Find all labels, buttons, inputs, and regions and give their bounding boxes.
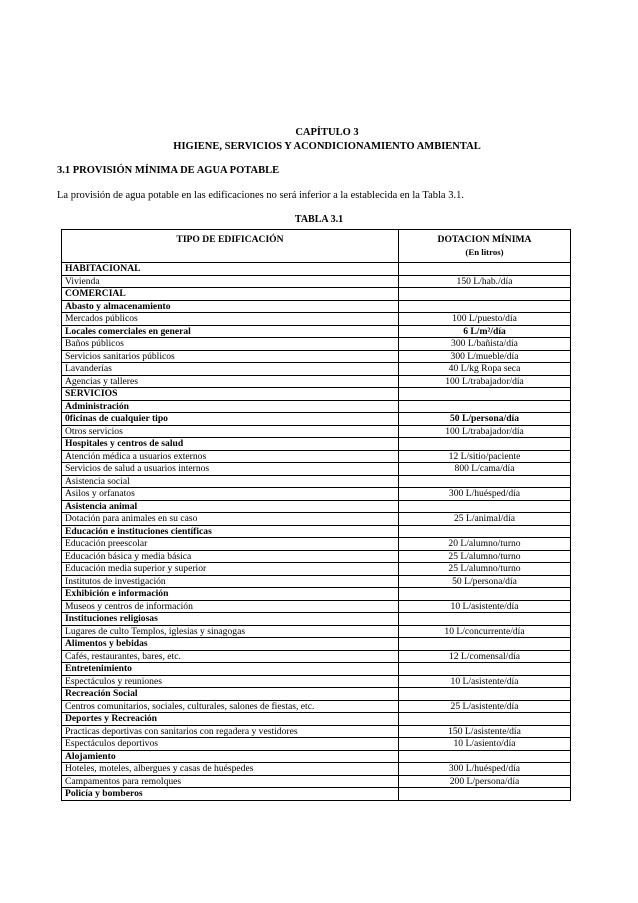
building-type-cell: Exhibición e información	[62, 588, 399, 601]
table-row	[62, 625, 571, 638]
table-row	[62, 463, 571, 476]
allocation-value-cell: 200 L/persona/día	[399, 775, 571, 788]
table-row	[62, 600, 571, 613]
allocation-value-cell: 100 L/trabajador/día	[399, 375, 571, 388]
allocation-value-cell	[399, 388, 571, 401]
table-row	[62, 763, 571, 776]
table-row	[62, 438, 571, 451]
building-type-cell: Hospitales y centros de salud	[62, 438, 399, 451]
allocation-value-cell	[399, 750, 571, 763]
building-type-cell: Instituciones religiosas	[62, 613, 399, 626]
allocation-value-cell: 40 L/kg Ropa seca	[399, 363, 571, 376]
table-row	[62, 650, 571, 663]
allocation-header-label: DOTACION MÍNIMA	[437, 234, 532, 245]
table-row	[62, 375, 571, 388]
water-allocation-table	[61, 229, 571, 801]
building-type-cell: Educación preescolar	[62, 538, 399, 551]
table-row	[62, 313, 571, 326]
allocation-value-cell	[399, 613, 571, 626]
table-row	[62, 363, 571, 376]
table-row	[62, 413, 571, 426]
table-row	[62, 288, 571, 301]
allocation-value-cell	[399, 788, 571, 801]
table-row	[62, 738, 571, 751]
allocation-value-cell	[399, 263, 571, 276]
building-type-header: TIPO DE EDIFICACIÓN	[62, 230, 399, 263]
table-row	[62, 563, 571, 576]
table-row	[62, 538, 571, 551]
allocation-value-cell: 150 L/asistente/día	[399, 725, 571, 738]
allocation-value-cell: 150 L/hab./día	[399, 275, 571, 288]
allocation-value-cell: 300 L/mueble/día	[399, 350, 571, 363]
allocation-value-cell	[399, 525, 571, 538]
allocation-value-cell: 300 L/huésped/día	[399, 763, 571, 776]
table-title: TABLA 3.1	[294, 214, 344, 225]
allocation-value-cell: 25 L/alumno/turno	[399, 550, 571, 563]
table-row	[62, 275, 571, 288]
building-type-cell: Atención médica a usuarios externos	[62, 450, 399, 463]
allocation-value-cell	[399, 400, 571, 413]
allocation-value-cell	[399, 300, 571, 313]
allocation-value-cell: 300 L/bañista/día	[399, 338, 571, 351]
building-type-cell: Vivienda	[62, 275, 399, 288]
table-row	[62, 425, 571, 438]
table-row	[62, 500, 571, 513]
table-row	[62, 350, 571, 363]
intro-paragraph: La provisión de agua potable en las edificaciones no será inferior a la establecida en la Tabla 3.1.	[57, 190, 464, 201]
building-type-cell: Hoteles, moteles, albergues y casas de huéspedes	[62, 763, 399, 776]
building-type-cell: Asilos y orfanatos	[62, 488, 399, 501]
allocation-value-cell: 20 L/alumno/turno	[399, 538, 571, 551]
table-row	[62, 638, 571, 651]
allocation-value-cell: 50 L/persona/día	[399, 575, 571, 588]
allocation-value-cell: 12 L/sitio/paciente	[399, 450, 571, 463]
building-type-cell: Abasto y almacenamiento	[62, 300, 399, 313]
allocation-value-cell	[399, 713, 571, 726]
allocation-value-cell: 10 L/asistente/día	[399, 600, 571, 613]
allocation-value-cell	[399, 688, 571, 701]
building-type-cell: Baños públicos	[62, 338, 399, 351]
allocation-value-cell	[399, 288, 571, 301]
allocation-value-cell: 6 L/m²/día	[399, 325, 571, 338]
allocation-value-cell: 300 L/huésped/día	[399, 488, 571, 501]
building-type-cell: Alimentos y bebidas	[62, 638, 399, 651]
building-type-cell: Agencias y talleres	[62, 375, 399, 388]
building-type-cell: HABITACIONAL	[62, 263, 399, 276]
table-row	[62, 450, 571, 463]
table-row	[62, 688, 571, 701]
table-row	[62, 300, 571, 313]
table-row	[62, 700, 571, 713]
building-type-cell: Practicas deportivas con sanitarios con regadera y vestidores	[62, 725, 399, 738]
building-type-cell: Educación básica y media básica	[62, 550, 399, 563]
table-row	[62, 525, 571, 538]
building-type-cell: Educación media superior y superior	[62, 563, 399, 576]
building-type-cell: Policía y bomberos	[62, 788, 399, 801]
allocation-value-cell: 10 L/asistente/día	[399, 675, 571, 688]
table-row	[62, 338, 571, 351]
table-body	[62, 263, 571, 801]
allocation-value-cell	[399, 475, 571, 488]
table-row	[62, 713, 571, 726]
building-type-cell: Lugares de culto Templos, iglesias y sinagogas	[62, 625, 399, 638]
allocation-value-cell: 25 L/alumno/turno	[399, 563, 571, 576]
allocation-value-cell: 25 L/animal/día	[399, 513, 571, 526]
building-type-cell: Dotación para animales en su caso	[62, 513, 399, 526]
section-heading: 3.1 PROVISIÓN MÍNIMA DE AGUA POTABLE	[57, 165, 280, 176]
building-type-cell: Otros servicios	[62, 425, 399, 438]
table-row	[62, 400, 571, 413]
allocation-value-cell: 100 L/puesto/día	[399, 313, 571, 326]
building-type-cell: Espectáculos deportivos	[62, 738, 399, 751]
building-type-cell: COMERCIAL	[62, 288, 399, 301]
table-row	[62, 588, 571, 601]
table-row	[62, 788, 571, 801]
table-row	[62, 550, 571, 563]
allocation-value-cell: 10 L/concurrente/día	[399, 625, 571, 638]
building-type-cell: Recreación Social	[62, 688, 399, 701]
building-type-cell: Institutos de investigación	[62, 575, 399, 588]
building-type-cell: SERVICIOS	[62, 388, 399, 401]
table-row	[62, 513, 571, 526]
building-type-cell: Asistencia animal	[62, 500, 399, 513]
building-type-cell: Servicios de salud a usuarios internos	[62, 463, 399, 476]
allocation-value-cell	[399, 438, 571, 451]
building-type-cell: Administración	[62, 400, 399, 413]
chapter-title: HIGIENE, SERVICIOS Y ACONDICIONAMIENTO AMBIENTAL	[173, 141, 481, 152]
minimum-allocation-header	[399, 230, 571, 263]
building-type-cell: Mercados públicos	[62, 313, 399, 326]
allocation-value-cell: 10 L/asiento/día	[399, 738, 571, 751]
allocation-value-cell	[399, 638, 571, 651]
building-type-cell: Deportes y Recreación	[62, 713, 399, 726]
building-type-cell: Centros comunitarios, sociales, culturales, salones de fiestas, etc.	[62, 700, 399, 713]
allocation-header-unit: (En litros)	[465, 246, 504, 257]
table-row	[62, 663, 571, 676]
table-row	[62, 263, 571, 276]
building-type-cell: Espectáculos y reuniones	[62, 675, 399, 688]
building-type-cell: Locales comerciales en general	[62, 325, 399, 338]
building-type-cell: Entretenimiento	[62, 663, 399, 676]
table-row	[62, 488, 571, 501]
table-row	[62, 675, 571, 688]
table-row	[62, 388, 571, 401]
table-row	[62, 475, 571, 488]
building-type-cell: Campamentos para remolques	[62, 775, 399, 788]
allocation-value-cell	[399, 500, 571, 513]
table-header-row	[62, 230, 571, 263]
allocation-value-cell: 12 L/comensal/día	[399, 650, 571, 663]
table-row	[62, 775, 571, 788]
allocation-value-cell: 50 L/persona/día	[399, 413, 571, 426]
building-type-cell: Educación e instituciones científicas	[62, 525, 399, 538]
building-type-cell: Lavanderías	[62, 363, 399, 376]
allocation-value-cell: 100 L/trabajador/día	[399, 425, 571, 438]
allocation-value-cell	[399, 588, 571, 601]
table-row	[62, 575, 571, 588]
table-row	[62, 750, 571, 763]
building-type-cell: Asistencia social	[62, 475, 399, 488]
allocation-value-cell: 800 L/cama/día	[399, 463, 571, 476]
table-row	[62, 613, 571, 626]
building-type-cell: Alojamiento	[62, 750, 399, 763]
table-row	[62, 325, 571, 338]
allocation-value-cell: 25 L/asistente/día	[399, 700, 571, 713]
table-row	[62, 725, 571, 738]
building-type-cell: Museos y centros de información	[62, 600, 399, 613]
allocation-value-cell	[399, 663, 571, 676]
chapter-number: CAPÍTULO 3	[295, 127, 359, 138]
building-type-cell: Cafés, restaurantes, bares, etc.	[62, 650, 399, 663]
building-type-cell: 0ficinas de cualquier tipo	[62, 413, 399, 426]
building-type-cell: Servicios sanitarios públicos	[62, 350, 399, 363]
